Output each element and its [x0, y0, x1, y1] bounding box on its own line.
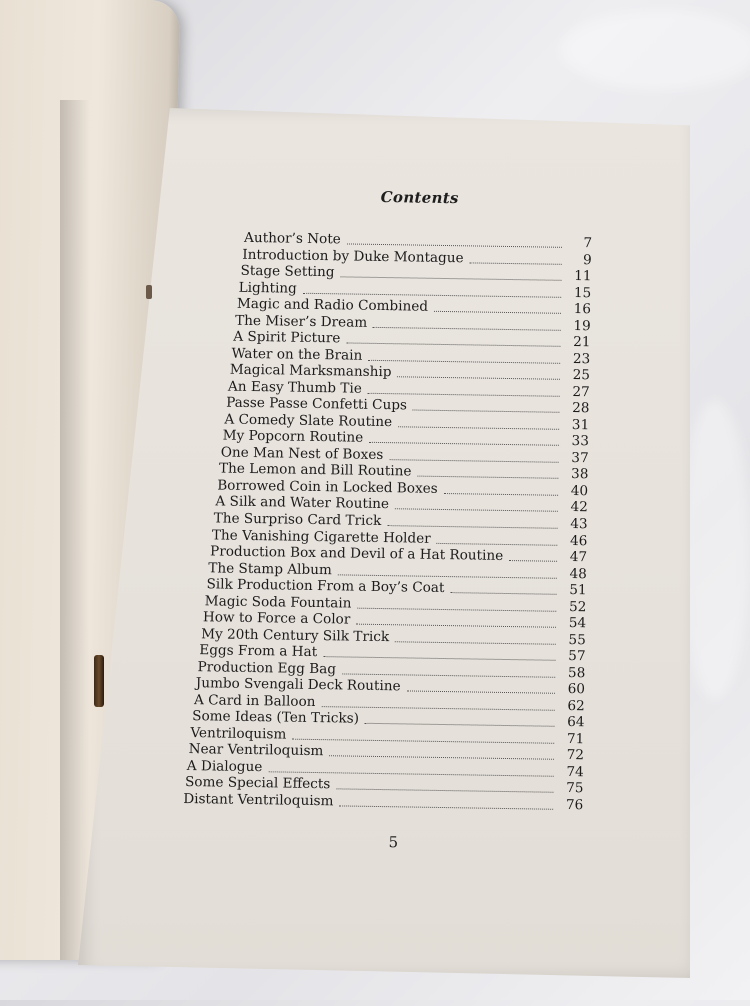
toc-entry-title: The Vanishing Cigarette Holder — [211, 526, 431, 547]
toc-entry-page: 64 — [567, 714, 585, 731]
toc-leader-dots — [509, 560, 557, 562]
toc-leader-dots — [368, 360, 560, 364]
toc-leader-dots — [389, 459, 558, 463]
toc-entry-title: Eggs From a Hat — [199, 642, 318, 661]
toc-entry-page: 9 — [583, 251, 592, 268]
toc-entry-page: 76 — [565, 796, 584, 814]
toc-entry-title: Water on the Brain — [231, 345, 363, 364]
toc-entry-title: An Easy Thumb Tie — [227, 378, 362, 397]
toc-leader-dots — [338, 574, 557, 578]
toc-entry-title: Some Ideas (Ten Tricks) — [192, 708, 360, 728]
toc-leader-dots — [357, 607, 556, 611]
toc-entry-page: 43 — [570, 515, 588, 533]
toc-leader-dots — [336, 789, 553, 793]
toc-entry-title: Author’s Note — [243, 229, 341, 248]
toc-entry-title: My 20th Century Silk Trick — [201, 625, 390, 645]
toc-leader-dots — [398, 426, 559, 430]
toc-leader-dots — [347, 243, 562, 247]
toc-entry-page: 7 — [583, 235, 593, 252]
toc-entry-page: 31 — [571, 416, 590, 434]
toc-leader-dots — [346, 343, 560, 347]
toc-leader-dots — [321, 706, 554, 711]
toc-entry-title: Jumbo Svengali Deck Routine — [195, 675, 401, 695]
toc-entry-page: 48 — [569, 565, 587, 582]
toc-entry-title: Distant Ventriloquism — [183, 790, 334, 810]
toc-leader-dots — [397, 376, 559, 380]
toc-entry-page: 38 — [570, 466, 589, 483]
toc-entry-title: Borrowed Coin in Locked Boxes — [217, 477, 438, 497]
toc-entry-page: 15 — [573, 284, 592, 301]
toc-entry-title: Ventriloquism — [190, 724, 287, 743]
toc-leader-dots — [340, 276, 561, 280]
toc-entry-page: 57 — [568, 648, 586, 665]
toc-entry-page: 74 — [566, 763, 584, 781]
toc-entry-title: A Spirit Picture — [233, 328, 341, 347]
toc-leader-dots — [407, 691, 555, 694]
toc-leader-dots — [470, 262, 562, 264]
toc-entry-page: 42 — [570, 499, 589, 516]
toc-entry-page: 72 — [566, 747, 585, 764]
toc-leader-dots — [444, 493, 558, 496]
toc-entry-title: The Stamp Album — [208, 559, 332, 578]
toc-entry-page: 28 — [572, 400, 590, 417]
toc-entry-title: Stage Setting — [240, 262, 335, 281]
toc-leader-dots — [369, 442, 559, 446]
toc-entry-title: Lighting — [238, 279, 297, 297]
toc-entry-page: 60 — [567, 681, 586, 698]
toc-entry-title: The Lemon and Bill Routine — [218, 460, 412, 480]
toc-entry-page: 11 — [574, 268, 592, 285]
toc-entry-title: My Popcorn Routine — [222, 427, 364, 447]
toc-entry-page: 52 — [568, 598, 587, 615]
toc-entry-title: The Miser’s Dream — [235, 312, 368, 331]
toc-entry-page: 27 — [572, 383, 590, 401]
toc-entry-page: 37 — [571, 449, 589, 467]
toc-entry-page: 62 — [567, 697, 585, 715]
toc-entry-title: How to Force a Color — [202, 609, 351, 628]
toc-leader-dots — [387, 525, 557, 529]
toc-entry-page: 58 — [567, 664, 586, 681]
toc-leader-dots — [413, 410, 560, 413]
toc-entry-title: A Comedy Slate Routine — [224, 411, 393, 430]
toc-entry-page: 71 — [566, 730, 585, 748]
toc-entry-title: Passe Passe Confetti Cups — [226, 394, 408, 414]
toc-entry-page: 19 — [573, 317, 591, 334]
toc-leader-dots — [373, 327, 561, 331]
toc-entry-title: Introduction by Duke Montague — [242, 246, 464, 266]
toc-leader-dots — [434, 311, 561, 314]
toc-leader-dots — [342, 673, 555, 677]
toc-entry-title: Silk Production From a Boy’s Coat — [206, 576, 445, 597]
toc-entry-title: Magic Soda Fountain — [204, 592, 352, 612]
toc-leader-dots — [339, 805, 553, 809]
toc-entry-title: A Silk and Water Routine — [215, 493, 390, 513]
toc-entry-page: 54 — [568, 615, 587, 632]
contents-heading: Contents — [380, 187, 459, 208]
toc-leader-dots — [365, 723, 555, 727]
toc-leader-dots — [417, 476, 558, 479]
toc-entry-title: Production Box and Devil of a Hat Routine — [209, 543, 504, 564]
toc-entry-page: 47 — [569, 549, 588, 566]
toc-entry-title: Some Special Effects — [184, 774, 331, 793]
page-number: 5 — [388, 833, 399, 852]
toc-entry-page: 75 — [566, 780, 584, 797]
toc-leader-dots — [368, 393, 560, 397]
toc-leader-dots — [437, 542, 558, 545]
toc-entry-page: 51 — [569, 582, 587, 599]
toc-entry-page: 55 — [568, 631, 586, 648]
toc-entry-title: Magic and Radio Combined — [236, 295, 429, 315]
toc-entry-title: A Card in Balloon — [193, 691, 316, 710]
toc-entry-page: 33 — [571, 433, 590, 450]
toc-entry-page: 16 — [573, 301, 592, 318]
toc-entry-page: 25 — [572, 367, 591, 384]
toc-entry-page: 21 — [573, 334, 591, 351]
toc-leader-dots — [395, 509, 558, 513]
toc-leader-dots — [450, 592, 556, 595]
toc-leader-dots — [395, 641, 556, 645]
toc-entry-title: Production Egg Bag — [197, 658, 337, 678]
toc-entry-title: Near Ventriloquism — [188, 741, 324, 760]
toc-entry-title: One Man Nest of Boxes — [220, 444, 384, 463]
toc-entry-page: 40 — [570, 482, 589, 500]
toc-leader-dots — [329, 756, 554, 761]
toc-entry-page: 46 — [569, 532, 588, 549]
toc-entry-page: 23 — [572, 350, 591, 367]
toc-entry-title: The Surpriso Card Trick — [213, 510, 382, 530]
toc-entry-title: A Dialogue — [186, 757, 263, 776]
toc-leader-dots — [323, 656, 555, 661]
toc-leader-dots — [356, 624, 556, 628]
toc-entry-title: Magical Marksmanship — [229, 361, 392, 381]
